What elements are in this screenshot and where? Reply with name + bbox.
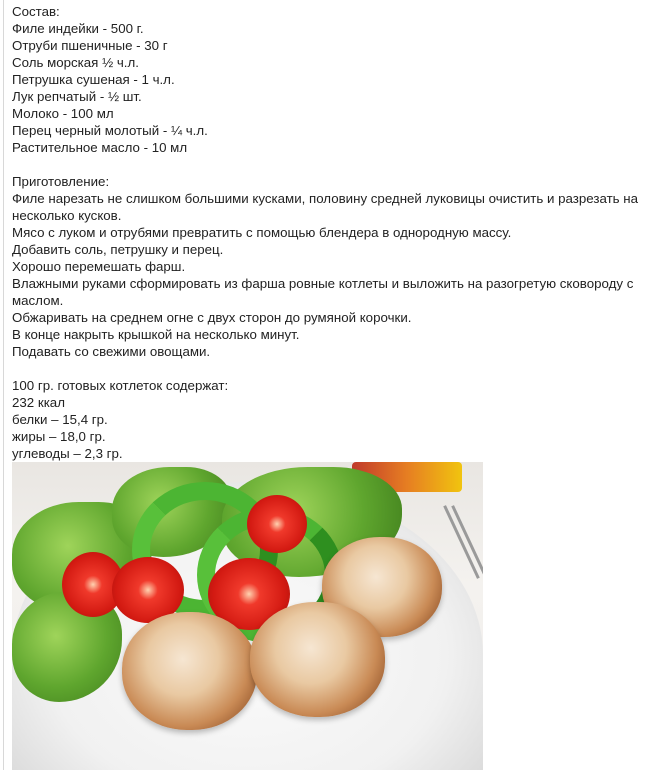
- preparation-step: Добавить соль, петрушку и перец.: [12, 242, 224, 257]
- preparation-step: Филе нарезать не слишком большими кусками, половину средней луковицы очистить и разрезать на несколько кусков.: [12, 191, 639, 223]
- preparation-step: Мясо с луком и отрубями превратить с помощью блендера в однородную массу.: [12, 225, 512, 240]
- preparation-step: Подавать со свежими овощами.: [12, 344, 211, 359]
- cherry-tomato: [247, 495, 307, 553]
- ingredient-item: Петрушка сушеная - 1 ч.л.: [12, 72, 175, 87]
- nutrition-item: жиры – 18,0 гр.: [12, 429, 106, 444]
- cutlet: [122, 612, 257, 730]
- cutlets-photo: [12, 462, 483, 770]
- preparation-step: В конце накрыть крышкой на несколько минут.: [12, 327, 300, 342]
- nutrition-item: углеводы – 2,3 гр.: [12, 446, 123, 461]
- ingredient-item: Молоко - 100 мл: [12, 106, 114, 121]
- ingredient-item: Отруби пшеничные - 30 г: [12, 38, 168, 53]
- ingredients-heading: Состав:: [12, 4, 60, 19]
- preparation-step: Хорошо перемешать фарш.: [12, 259, 186, 274]
- ingredient-item: Соль морская ½ ч.л.: [12, 55, 139, 70]
- ingredient-item: Филе индейки - 500 г.: [12, 21, 144, 36]
- blank-line: [12, 156, 644, 173]
- preparation-step: Обжаривать на среднем огне с двух сторон до румяной корочки.: [12, 310, 412, 325]
- preparation-step: Влажными руками сформировать из фарша ровные котлеты и выложить на разогретую сковороду с маслом.: [12, 276, 634, 308]
- ingredient-item: Перец черный молотый - ¼ ч.л.: [12, 123, 208, 138]
- ingredient-item: Лук репчатый - ½ шт.: [12, 89, 142, 104]
- recipe-document: [12, 3, 644, 462]
- cutlet: [250, 602, 385, 717]
- nutrition-item: 232 ккал: [12, 395, 65, 410]
- fork: [451, 505, 483, 579]
- nutrition-heading: 100 гр. готовых котлеток содержат:: [12, 378, 229, 393]
- nutrition-item: белки – 15,4 гр.: [12, 412, 108, 427]
- left-border: [3, 0, 4, 770]
- ingredient-item: Растительное масло - 10 мл: [12, 140, 188, 155]
- blank-line: [12, 360, 644, 377]
- preparation-heading: Приготовление:: [12, 174, 110, 189]
